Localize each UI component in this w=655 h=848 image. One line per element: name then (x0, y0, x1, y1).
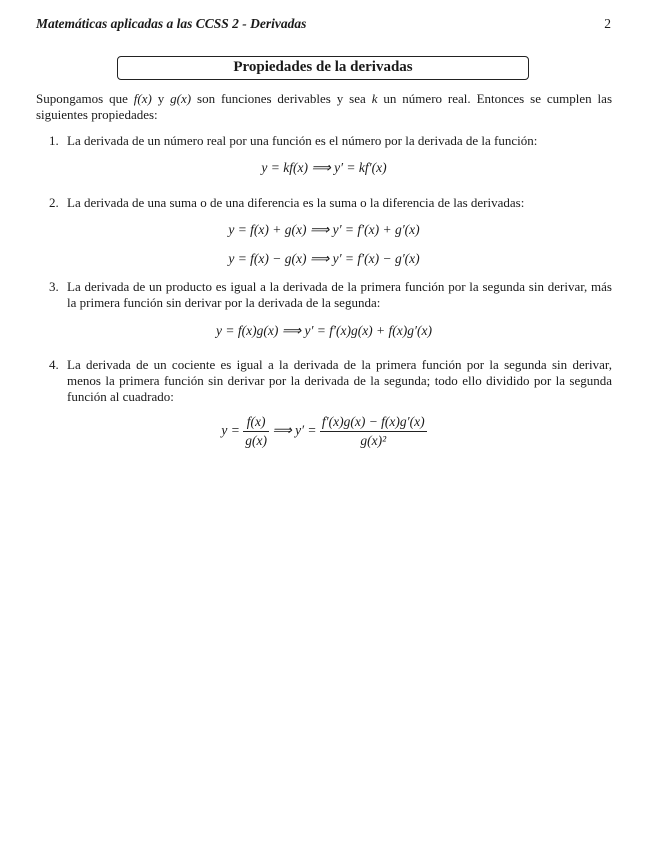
intro-text-3: son funciones derivables y sea (191, 91, 372, 106)
intro-math-f: f(x) (133, 91, 152, 106)
intro-math-k: k (371, 91, 378, 106)
intro-text-2: y (151, 91, 171, 106)
list-item-number: 4. (49, 357, 59, 372)
quotient-lhs: y = (221, 422, 240, 438)
page-number: 2 (604, 16, 611, 31)
formula-difference-rule: y = f(x) − g(x) ⟹ y′ = f′(x) − g′(x) (228, 251, 420, 266)
list-item-number: 1. (49, 133, 59, 148)
section-title: Propiedades de la derivadas (117, 56, 529, 80)
fraction-numerator: f(x) (243, 414, 269, 432)
quotient-arrow: ⟹ y′ = (272, 422, 317, 438)
formula-sum-rule: y = f(x) + g(x) ⟹ y′ = f′(x) + g′(x) (228, 222, 420, 237)
formula-quotient-rule (36, 414, 612, 449)
running-header (36, 16, 611, 34)
list-item-number: 3. (49, 279, 59, 294)
fraction-f-over-g (243, 414, 269, 449)
list-item-2 (36, 195, 612, 211)
formula-product-rule: y = f(x)g(x) ⟹ y′ = f′(x)g(x) + f(x)g′(x) (216, 323, 432, 338)
intro-text-4: un número real. Entonces se cumplen las siguientes propiedades: (36, 91, 613, 122)
list-item-text: La derivada de un número real por una función es el número por la derivada de la función: (67, 133, 538, 148)
list-item-number: 2. (49, 195, 59, 210)
fraction-derivative (320, 414, 427, 449)
intro-paragraph (36, 91, 612, 123)
formula-constant-rule: y = kf(x) ⟹ y′ = kf′(x) (261, 160, 387, 175)
list-item-4 (36, 357, 612, 405)
list-item-text: La derivada de una suma o de una diferencia es la suma o la diferencia de las derivadas: (67, 195, 525, 210)
fraction-denominator: g(x)² (360, 433, 387, 448)
fraction-denominator: g(x) (245, 433, 267, 448)
fraction-numerator: f′(x)g(x) − f(x)g′(x) (320, 414, 427, 432)
list-item-3 (36, 279, 612, 311)
header-title: Matemáticas aplicadas a las CCSS 2 - Derivadas (36, 16, 307, 31)
list-item-1 (36, 133, 612, 149)
list-item-text: La derivada de un producto es igual a la derivada de la primera función por la segunda sin derivar, más la primera función sin derivar por la derivada de la segunda: (67, 279, 612, 310)
intro-text-1: Supongamos que (36, 91, 134, 106)
list-item-text: La derivada de un cociente es igual a la derivada de la primera función por la segunda sin derivar, menos la primera función sin derivar por la derivada de la segunda; todo ello dividido por la segunda función al cuadrado: (67, 357, 612, 404)
intro-math-g: g(x) (170, 91, 192, 106)
